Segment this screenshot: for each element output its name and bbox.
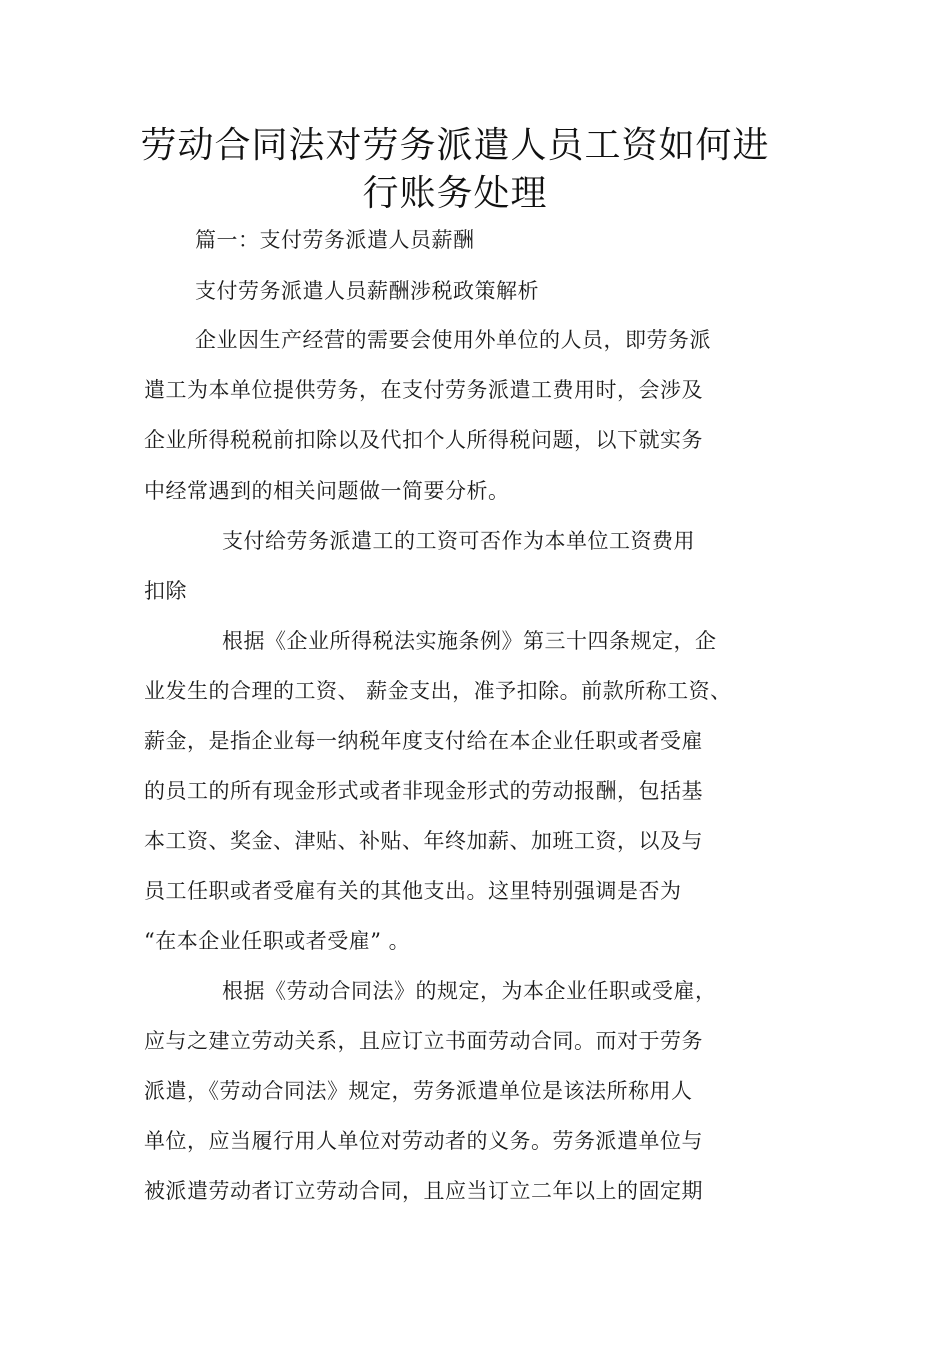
paragraph-line: 员工任职或者受雇有关的其他支出。这里特别强调是否为 xyxy=(144,879,682,903)
paragraph-line: 派遣，《劳动合同法》规定，劳务派遣单位是该法所称用人 xyxy=(144,1079,693,1103)
paragraph-line: 薪金，是指企业每一纳税年度支付给在本企业任职或者受雇 xyxy=(144,729,703,753)
paragraph-line: 企业因生产经营的需要会使用外单位的人员，即劳务派 xyxy=(195,328,711,352)
subsection-heading: 支付给劳务派遣工的工资可否作为本单位工资费用 xyxy=(222,529,695,553)
subsection-heading-continued: 扣除 xyxy=(144,579,187,603)
paragraph-line: 单位，应当履行用人单位对劳动者的义务。劳务派遣单位与 xyxy=(144,1129,703,1153)
paragraph-line: 根据《企业所得税法实施条例》第三十四条规定，企 xyxy=(222,629,717,653)
document-title-line-1: 劳动合同法对劳务派遣人员工资如何进 xyxy=(140,125,770,166)
section-heading: 篇一：支付劳务派遣人员薪酬 xyxy=(195,228,475,252)
paragraph-line: 中经常遇到的相关问题做一简要分析。 xyxy=(144,479,510,503)
paragraph-line: “在本企业任职或者受雇” 。 xyxy=(144,929,411,953)
paragraph-line: 本工资、奖金、津贴、补贴、年终加薪、加班工资，以及与 xyxy=(144,829,703,853)
paragraph-line: 被派遣劳动者订立劳动合同，且应当订立二年以上的固定期 xyxy=(144,1179,703,1203)
paragraph-line: 应与之建立劳动关系，且应订立书面劳动合同。而对于劳务 xyxy=(144,1029,703,1053)
paragraph-line: 业发生的合理的工资、 薪金支出，准予扣除。前款所称工资、 xyxy=(144,679,732,703)
paragraph-line: 的员工的所有现金形式或者非现金形式的劳动报酬，包括基 xyxy=(144,779,703,803)
section-subheading: 支付劳务派遣人员薪酬涉税政策解析 xyxy=(195,279,539,303)
paragraph-line: 企业所得税税前扣除以及代扣个人所得税问题，以下就实务 xyxy=(144,428,703,452)
paragraph-line: 根据《劳动合同法》的规定，为本企业任职或受雇， xyxy=(222,979,717,1003)
paragraph-line: 遣工为本单位提供劳务，在支付劳务派遣工费用时，会涉及 xyxy=(144,378,703,402)
document-title-line-2: 行账务处理 xyxy=(362,173,548,214)
